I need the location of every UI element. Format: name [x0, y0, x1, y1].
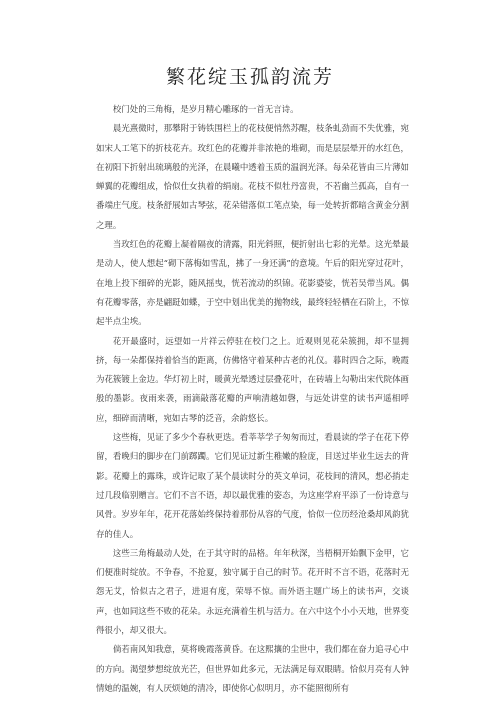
paragraph: 花开最盛时，远望如一片祥云停驻在校门之上。近观则见花朵簇拥，却不显拥挤，每一朵都保持着恰当的距离，仿佛恪守着某种古老的礼仪。暮时四合之际，晚霞为花簇镀上金边。华灯初上时，暖黄光晕透过层叠花叶，在砖墙上勾勒出宋代院体画般的墨影。夜雨来袭，雨滴敲落花瓣的声响清越如磬，与远处讲堂的读书声遥相呼应，细碎而清晰，宛如古琴的泛音，余韵悠长。 — [96, 335, 409, 423]
paragraph: 晨光熹微时，那攀附于铸铁围栏上的花枝便悄然苏醒，枝条虬劲而不失优雅，宛如宋人工笔下的折枝花卉。玫红色的花瓣并非浓艳的堆砌，而是层层晕开的水红色，在初阳下折射出琉璃般的光泽，在晨曦中透着玉质的温润光泽。每朵花皆由三片薄如蝉翼的花瓣组成，恰似仕女执着的绢扇。花枝不似牡丹富贵，不若幽兰孤高，自有一番端庄气度。枝条舒展如古琴弦，花朵错落似工笔点染，每一处转折都暗含黄金分割之理。 — [96, 123, 409, 230]
paragraph: 这些三角梅最动人处，在于其守时的品格。年年秋深，当梧桐开始飘下金甲，它们便准时绽放。不争春，不抢夏，独守属于自己的时节。花开时不言不语，花落时无怨无艾，恰似古之君子，进退有度，荣辱不惊。而外语主题广场上的读书声，交谈声，也如同这些不败的花朵。永远充满着生机与活力。在六中这个小小天地，世界变得很小，却又很大。 — [96, 547, 409, 636]
paragraph: 校门处的三角梅，是岁月精心雕琢的一首无言诗。 — [112, 104, 299, 114]
paragraph: 倘若南风知我意，莫将晚霞落黄昏。在这熙攘的尘世中，我们都在奋力追寻心中的方向。渴望梦想绽放光芒，但世界如此多元，无法满足每双眼睛。恰似月亮有人钟情她的温婉，有人厌烦她的清冷，即使你心似明月，亦不能照彻所有 — [96, 644, 409, 693]
document-body — [96, 100, 409, 698]
paragraph: 当玫红色的花瓣上凝着隔夜的清露，阳光斜照，便折射出七彩的光晕。这光晕最是动人，使人想起“砌下落梅如雪乱，拂了一身还满”的意境。午后的阳光穿过花叶，在地上投下细碎的光影，随风摇曳，恍若流动的织锦。花影婆娑，恍若吴带当风。偶有花瓣零落，亦是翩跹如蝶，于空中划出优美的抛物线，最终轻轻栖在石阶上，不惊起半点尘埃。 — [96, 239, 409, 327]
document-title: 繁花绽玉孤韵流芳 — [165, 66, 334, 88]
paragraph: 这些梅，见证了多少个春秋更迭。看莘莘学子匆匆而过，看晨读的学子在花下停留，看晚归的脚步在门前踯躅。它们见证过新生稚嫩的脸庞，目送过毕业生远去的背影。花瓣上的露珠，或许记取了某个晨读时分的英文单词，花枝间的清风，想必捎走过几段临别赠言。它们不言不语，却以最优雅的姿态，为这座学府平添了一份诗意与风骨。岁岁年年，花开花落始终保持着那份从容的气度，恰似一位历经沧桑却风韵犹存的佳人。 — [96, 432, 409, 539]
